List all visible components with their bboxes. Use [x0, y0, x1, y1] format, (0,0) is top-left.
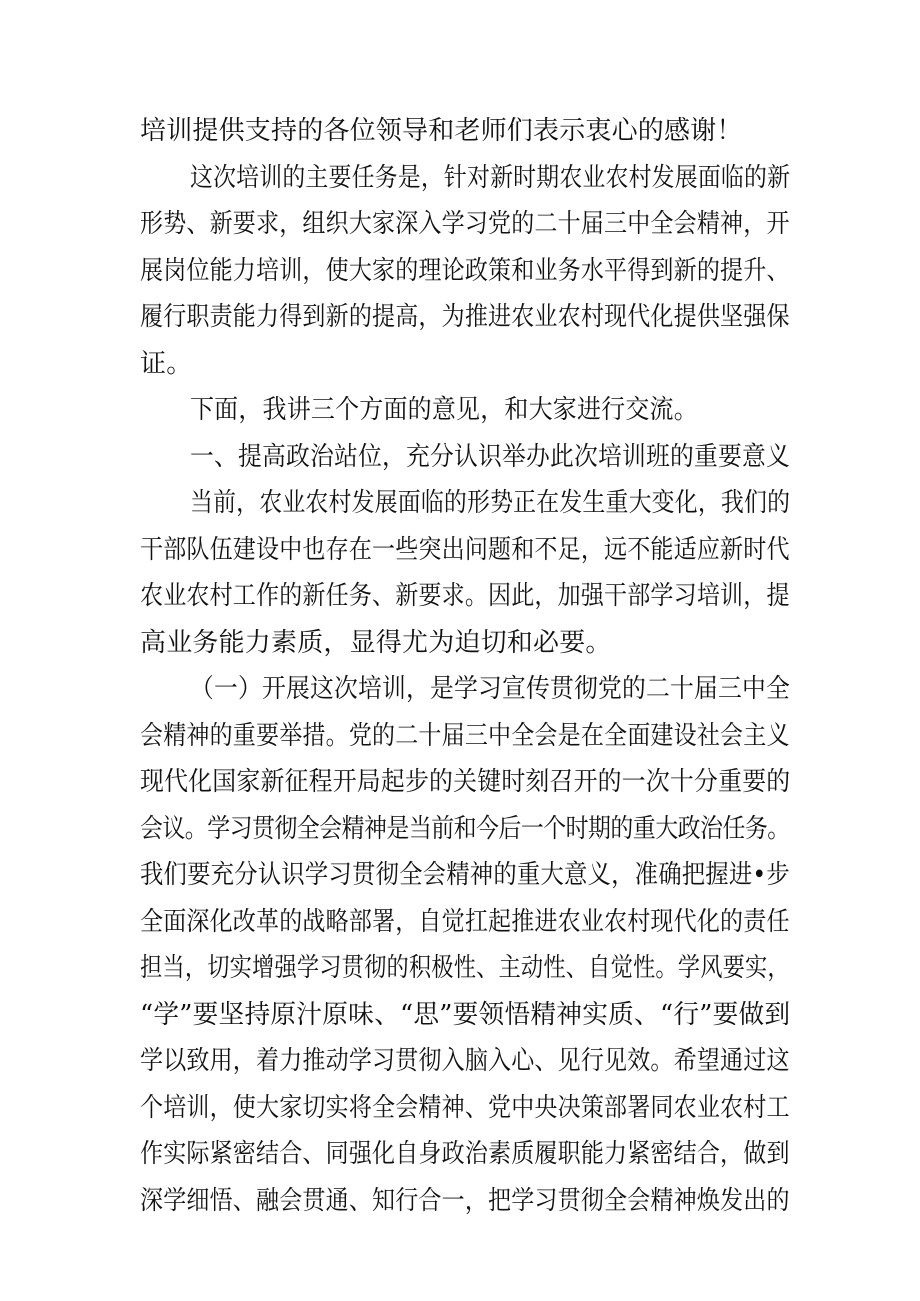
- text-line: “学”要坚持原汁原味、“思”要领悟精神实质、“行”要做到: [140, 1000, 791, 1030]
- text-line: 农业农村工作的新任务、新要求。因此，加强干部学习培训，提: [140, 581, 790, 611]
- text-line: 全面深化改革的战略部署，自觉扛起推进农业农村现代化的责任: [140, 907, 790, 937]
- text-line: 会议。学习贯彻全会精神是当前和今后一个时期的重大政治任务。: [140, 814, 790, 844]
- text-line: 证。: [140, 349, 193, 379]
- text-line: 现代化国家新征程开局起步的关键时刻召开的一次十分重要的: [140, 767, 791, 797]
- text-line: 学以致用，着力推动学习贯彻入脑入心、见行见效。希望通过这: [140, 1046, 790, 1076]
- text-line: 下面，我讲三个方面的意见，和大家进行交流。: [190, 395, 698, 425]
- text-line: 高业务能力素质，显得尤为迫切和必要。: [140, 628, 612, 658]
- text-line: 展岗位能力培训，使大家的理论政策和业务水平得到新的提升、: [140, 256, 790, 286]
- text-line: 形势、新要求，组织大家深入学习党的二十届三中全会精神，开: [140, 209, 790, 239]
- text-line: 个培训，使大家切实将全会精神、党中央决策部署同农业农村工: [140, 1093, 790, 1123]
- text-line: 当前，农业农村发展面临的形势正在发生重大变化，我们的: [190, 488, 791, 518]
- section-heading: 一、提高政治站位，充分认识举办此次培训班的重要意义: [190, 442, 791, 472]
- text-line: 作实际紧密结合、同强化自身政治素质履职能力紧密结合，做到: [140, 1139, 790, 1169]
- text-line: 会精神的重要举措。党的二十届三中全会是在全面建设社会主义: [140, 721, 790, 751]
- text-line: 培训提供支持的各位领导和老师们表示衷心的感谢！: [140, 116, 743, 146]
- text-line: 这次培训的主要任务是，针对新时期农业农村发展面临的新: [190, 163, 791, 193]
- text-line: 深学细悟、融会贯通、知行合一，把学习贯彻全会精神焕发出的: [140, 1186, 790, 1216]
- text-line: 干部队伍建设中也存在一些突出问题和不足，远不能适应新时代: [140, 535, 790, 565]
- text-line: 履行职责能力得到新的提高，为推进农业农村现代化提供坚强保: [140, 302, 790, 332]
- text-line: 我们要充分认识学习贯彻全会精神的重大意义，准确把握进•步: [140, 860, 790, 890]
- subsection-heading: （一）开展这次培训，是学习宣传贯彻党的二十届三中全: [190, 674, 791, 704]
- text-line: 担当，切实增强学习贯彻的积极性、主动性、自觉性。学风要实，: [140, 953, 790, 983]
